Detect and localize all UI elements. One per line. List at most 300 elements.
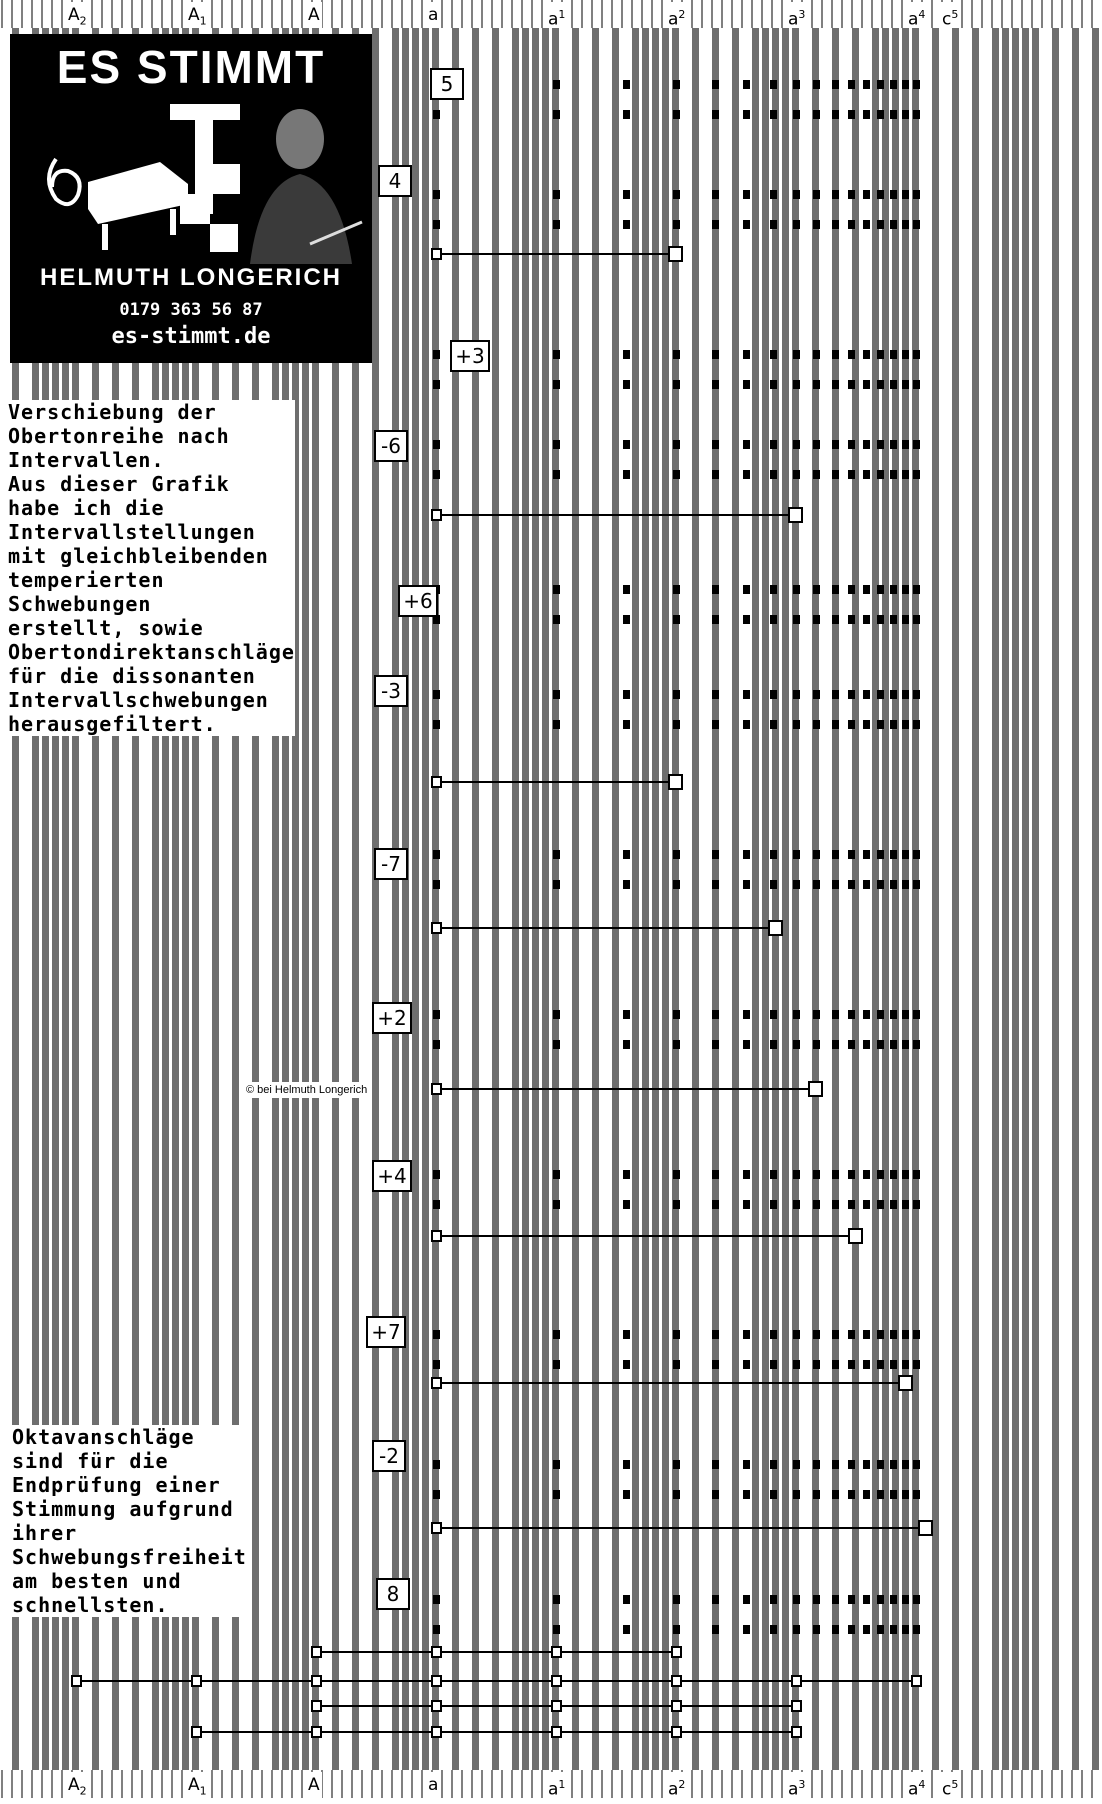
harmonic-marker [712,585,719,594]
interval-label-plus6: +6 [398,585,438,617]
key-label-top-a4: $a^4$ [906,2,927,28]
harmonic-marker [832,850,839,859]
harmonic-marker [712,220,719,229]
harmonic-marker [890,380,897,389]
key-stripe [662,28,669,1770]
harmonic-marker [770,80,777,89]
harmonic-marker [743,850,750,859]
harmonic-marker [877,470,884,479]
harmonic-marker [890,1595,897,1604]
octave-node [552,1647,561,1657]
harmonic-marker [770,585,777,594]
key-stripe [672,28,679,1770]
harmonic-marker [863,1625,870,1634]
harmonic-marker [623,190,630,199]
key-stripe [692,28,699,1770]
key-stripe [852,28,859,1770]
harmonic-marker [913,380,920,389]
key-label-bottom-a2: $a^2$ [666,1772,687,1798]
harmonic-marker [863,1595,870,1604]
harmonic-marker [913,720,920,729]
key-stripe [712,28,719,1770]
harmonic-marker [553,1040,560,1049]
harmonic-marker [712,80,719,89]
harmonic-marker [832,1330,839,1339]
harmonic-marker [770,720,777,729]
harmonic-marker [890,470,897,479]
harmonic-marker [712,880,719,889]
harmonic-marker [770,380,777,389]
harmonic-marker [433,720,440,729]
harmonic-marker [913,1625,920,1634]
harmonic-marker [902,850,909,859]
harmonic-marker [832,1595,839,1604]
harmonic-marker [673,1490,680,1499]
logo-title: ES STIMMT [56,41,326,93]
harmonic-marker [832,1460,839,1469]
harmonic-marker [813,690,820,699]
harmonic-marker [902,585,909,594]
octave-node [792,1727,801,1737]
harmonic-marker [832,585,839,594]
harmonic-marker [743,585,750,594]
harmonic-marker [877,350,884,359]
harmonic-marker [743,350,750,359]
harmonic-marker [863,615,870,624]
harmonic-marker [832,1625,839,1634]
interval-label-4: 4 [378,165,412,197]
harmonic-marker [877,1460,884,1469]
harmonic-marker [623,1595,630,1604]
harmonic-marker [890,615,897,624]
harmonic-marker [877,1010,884,1019]
harmonic-marker [890,440,897,449]
key-stripe [472,28,479,1770]
key-stripe [872,28,879,1770]
harmonic-marker [877,1490,884,1499]
harmonic-marker [793,880,800,889]
harmonic-marker [770,1460,777,1469]
harmonic-marker [793,1040,800,1049]
harmonic-marker [712,1040,719,1049]
key-stripe [832,28,839,1770]
copyright-note: © bei Helmuth Longerich [246,1084,368,1096]
harmonic-marker [793,1330,800,1339]
harmonic-marker [712,380,719,389]
harmonic-marker [623,1330,630,1339]
harmonic-marker [553,80,560,89]
harmonic-marker [433,1460,440,1469]
harmonic-marker [793,1200,800,1209]
harmonic-marker [902,110,909,119]
harmonic-marker [712,1360,719,1369]
key-label-bottom-A1: $A_1$ [186,1772,209,1798]
harmonic-marker [793,1625,800,1634]
tuning-hammer-icon [170,104,240,252]
key-label-top-c5: $c^5$ [940,2,960,28]
key-stripe [732,28,739,1770]
harmonic-marker [848,190,855,199]
octave-text: Oktavanschläge sind für die Endprüfung einer Stimmung aufgrund ihrer Schwebungsfreiheit am besten und schnellsten. [12,1425,247,1617]
harmonic-marker [813,80,820,89]
harmonic-marker [848,80,855,89]
harmonic-marker [913,1595,920,1604]
harmonic-marker [553,1330,560,1339]
octave-node [672,1701,681,1711]
harmonic-marker [877,1200,884,1209]
harmonic-marker [813,585,820,594]
octave-node [312,1676,321,1686]
harmonic-marker [743,1200,750,1209]
harmonic-marker [433,690,440,699]
harmonic-marker [913,80,920,89]
key-stripe [1002,28,1009,1770]
key-label-bottom-c5: $c^5$ [940,1772,960,1798]
harmonic-marker [433,1625,440,1634]
harmonic-marker [673,690,680,699]
harmonic-marker [890,1010,897,1019]
harmonic-marker [877,380,884,389]
harmonic-marker [623,350,630,359]
harmonic-marker [863,1170,870,1179]
harmonic-marker [623,1360,630,1369]
harmonic-marker [863,585,870,594]
harmonic-marker [813,880,820,889]
harmonic-marker [793,1170,800,1179]
harmonic-marker [832,880,839,889]
harmonic-marker [832,350,839,359]
key-stripe [1092,28,1099,1770]
connector-end [919,1521,932,1535]
harmonic-marker [832,190,839,199]
octave-node [552,1676,561,1686]
harmonic-marker [863,440,870,449]
treble-clef-icon [49,159,80,204]
connector-end [669,775,682,789]
logo-name: HELMUTH LONGERICH [40,264,342,291]
harmonic-marker [863,190,870,199]
key-stripe [772,28,779,1770]
octave-node [912,1676,921,1686]
portrait-figure [250,109,362,264]
harmonic-marker [623,1460,630,1469]
harmonic-marker [848,1360,855,1369]
harmonic-marker [863,1490,870,1499]
harmonic-marker [832,1360,839,1369]
interval-label-plus4: +4 [372,1160,412,1192]
harmonic-marker [712,615,719,624]
harmonic-marker [863,1010,870,1019]
harmonic-marker [913,110,920,119]
harmonic-marker [793,1460,800,1469]
key-label-top-a2: $a^2$ [666,2,687,28]
harmonic-marker [743,880,750,889]
harmonic-marker [863,1040,870,1049]
harmonic-marker [433,1330,440,1339]
harmonic-marker [913,1170,920,1179]
harmonic-marker [832,1200,839,1209]
octave-node [312,1727,321,1737]
connector-end [789,508,802,522]
connector-end [809,1082,822,1096]
harmonic-marker [673,1170,680,1179]
harmonic-marker [623,1010,630,1019]
harmonic-marker [902,1460,909,1469]
harmonic-marker [712,1330,719,1339]
harmonic-marker [623,80,630,89]
harmonic-marker [848,440,855,449]
harmonic-marker [902,80,909,89]
harmonic-marker [913,615,920,624]
harmonic-marker [913,1200,920,1209]
octave-node [672,1727,681,1737]
harmonic-marker [553,1625,560,1634]
harmonic-marker [890,80,897,89]
harmonic-marker [890,1200,897,1209]
harmonic-marker [433,1200,440,1209]
harmonic-marker [433,1170,440,1179]
harmonic-marker [673,80,680,89]
harmonic-marker [902,615,909,624]
harmonic-marker [623,880,630,889]
harmonic-marker [890,1360,897,1369]
harmonic-marker [863,880,870,889]
harmonic-marker [743,80,750,89]
harmonic-marker [848,720,855,729]
harmonic-marker [877,1360,884,1369]
key-stripe [792,28,799,1770]
harmonic-marker [902,470,909,479]
harmonic-marker [813,1010,820,1019]
harmonic-marker [848,1170,855,1179]
connector-end [432,249,441,259]
harmonic-marker [877,880,884,889]
harmonic-marker [770,1595,777,1604]
octave-node [432,1701,441,1711]
harmonic-marker [848,1625,855,1634]
harmonic-marker [553,380,560,389]
harmonic-marker [813,440,820,449]
harmonic-marker [890,1460,897,1469]
harmonic-marker [433,440,440,449]
harmonic-marker [673,1625,680,1634]
harmonic-marker [770,220,777,229]
harmonic-marker [863,110,870,119]
harmonic-marker [623,720,630,729]
harmonic-marker [623,1490,630,1499]
harmonic-marker [913,1330,920,1339]
harmonic-marker [902,1595,909,1604]
harmonic-marker [623,615,630,624]
key-label-bottom-a4: $a^4$ [906,1772,927,1798]
harmonic-marker [913,440,920,449]
harmonic-marker [553,1010,560,1019]
harmonic-marker [913,1360,920,1369]
harmonic-marker [623,585,630,594]
harmonic-marker [902,350,909,359]
harmonic-marker [673,585,680,594]
harmonic-marker [813,380,820,389]
harmonic-marker [433,470,440,479]
harmonic-marker [623,110,630,119]
key-stripe [1032,28,1039,1770]
harmonic-marker [848,1330,855,1339]
harmonic-marker [673,720,680,729]
harmonic-marker [673,380,680,389]
harmonic-marker [793,440,800,449]
octave-node [792,1676,801,1686]
harmonic-marker [743,1010,750,1019]
harmonic-marker [890,720,897,729]
harmonic-marker [553,615,560,624]
octave-node [192,1676,201,1686]
logo-panel [10,34,372,363]
harmonic-marker [848,1010,855,1019]
harmonic-marker [743,1490,750,1499]
harmonic-marker [743,615,750,624]
harmonic-marker [813,1625,820,1634]
harmonic-marker [890,190,897,199]
harmonic-marker [623,380,630,389]
harmonic-marker [743,1170,750,1179]
harmonic-marker [712,190,719,199]
harmonic-marker [433,220,440,229]
harmonic-marker [770,1360,777,1369]
harmonic-marker [890,690,897,699]
key-label-bottom-A2: $A_2$ [66,1772,89,1798]
harmonic-marker [433,190,440,199]
harmonic-marker [673,1200,680,1209]
key-stripe [452,28,459,1770]
harmonic-marker [673,350,680,359]
harmonic-marker [673,220,680,229]
harmonic-marker [673,1460,680,1469]
key-stripe [1022,28,1029,1770]
harmonic-marker [848,850,855,859]
harmonic-marker [433,1360,440,1369]
key-stripe [902,28,909,1770]
harmonic-marker [793,850,800,859]
harmonic-marker [793,380,800,389]
key-stripe [972,28,979,1770]
harmonic-marker [793,615,800,624]
harmonic-marker [877,1040,884,1049]
harmonic-marker [848,585,855,594]
harmonic-marker [553,1595,560,1604]
harmonic-marker [673,1040,680,1049]
key-stripe [412,28,419,1770]
harmonic-marker [623,1625,630,1634]
harmonic-marker [848,110,855,119]
harmonic-marker [848,220,855,229]
harmonic-marker [863,1200,870,1209]
harmonic-marker [673,190,680,199]
key-stripe [752,28,759,1770]
key-stripe [492,28,499,1770]
harmonic-marker [712,1490,719,1499]
harmonic-marker [770,350,777,359]
key-label-top-a1: $a^1$ [546,2,567,28]
harmonic-marker [877,1330,884,1339]
harmonic-marker [433,1040,440,1049]
harmonic-marker [553,720,560,729]
key-stripe [892,28,899,1770]
harmonic-marker [902,880,909,889]
harmonic-marker [553,1170,560,1179]
harmonic-marker [877,1170,884,1179]
harmonic-marker [832,220,839,229]
harmonic-marker [623,470,630,479]
harmonic-marker [813,1170,820,1179]
key-stripe [932,28,939,1770]
interval-label-plus2: +2 [372,1002,412,1034]
harmonic-marker [848,880,855,889]
key-stripe [782,28,789,1770]
harmonic-marker [770,690,777,699]
harmonic-marker [770,1330,777,1339]
harmonic-marker [813,470,820,479]
harmonic-marker [743,690,750,699]
key-stripe [1052,28,1059,1770]
harmonic-marker [673,850,680,859]
harmonic-marker [673,440,680,449]
harmonic-marker [890,850,897,859]
key-stripe [762,28,769,1770]
harmonic-marker [770,1200,777,1209]
harmonic-marker [877,440,884,449]
harmonic-marker [743,220,750,229]
key-label-top-a3: $a^3$ [786,2,807,28]
harmonic-marker [553,850,560,859]
harmonic-marker [848,1200,855,1209]
octave-node [192,1727,201,1737]
harmonic-marker [553,1360,560,1369]
interval-label-plus3: +3 [450,340,490,372]
harmonic-marker [902,380,909,389]
harmonic-marker [848,380,855,389]
octave-node [792,1701,801,1711]
harmonic-marker [770,1010,777,1019]
harmonic-marker [743,1625,750,1634]
key-stripe [572,28,579,1770]
harmonic-marker [743,440,750,449]
harmonic-marker [770,850,777,859]
harmonic-marker [712,350,719,359]
harmonic-marker [770,615,777,624]
harmonic-marker [793,1595,800,1604]
harmonic-marker [913,220,920,229]
harmonic-marker [712,110,719,119]
harmonic-marker [770,440,777,449]
harmonic-marker [913,880,920,889]
harmonic-marker [793,1010,800,1019]
harmonic-marker [813,1595,820,1604]
harmonic-marker [743,1360,750,1369]
key-label-bottom-a3: $a^3$ [786,1772,807,1798]
interval-label-minus7: -7 [374,848,408,880]
harmonic-marker [623,1170,630,1179]
harmonic-marker [743,720,750,729]
harmonic-marker [793,720,800,729]
harmonic-marker [913,1490,920,1499]
octave-node [552,1701,561,1711]
harmonic-marker [712,1170,719,1179]
harmonic-marker [673,1330,680,1339]
harmonic-marker [553,880,560,889]
harmonic-marker [913,1040,920,1049]
key-stripe [532,28,539,1770]
harmonic-marker [913,850,920,859]
